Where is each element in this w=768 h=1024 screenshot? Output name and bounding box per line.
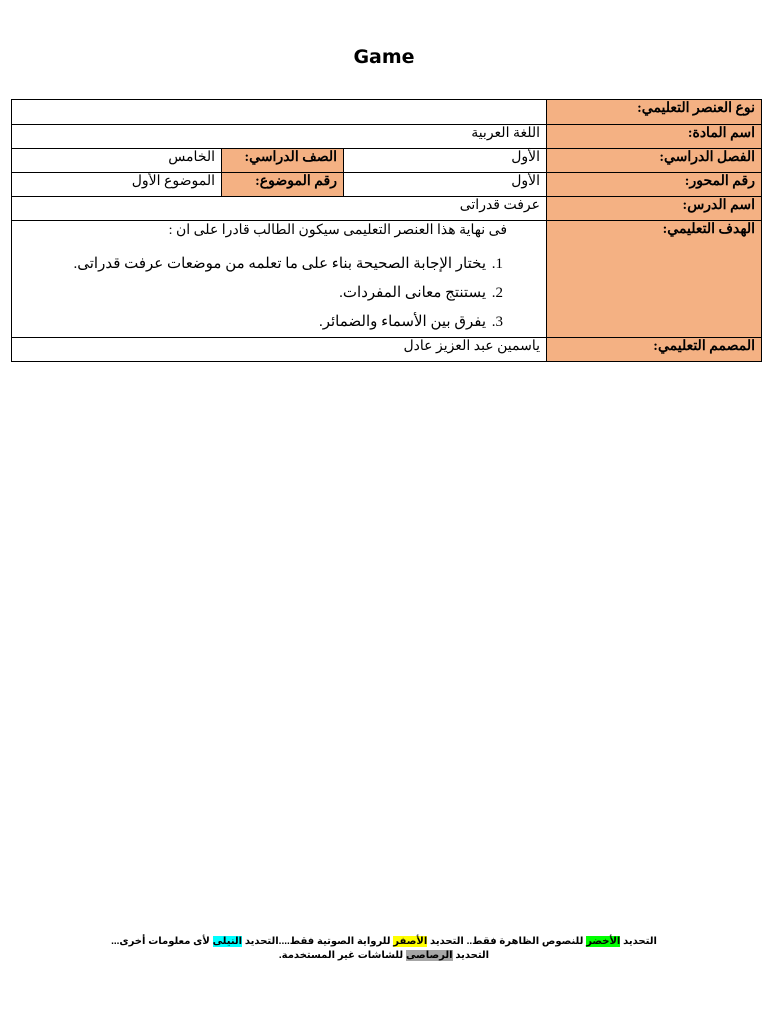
element-type-value xyxy=(12,100,547,125)
gray-highlight: الرصاصى xyxy=(405,950,453,961)
list-item: 3. يفرق بين الأسماء والضمائر. xyxy=(18,308,488,337)
semester-value: الأول xyxy=(344,149,547,173)
subject-label: اسم المادة: xyxy=(547,125,762,149)
highlight-legend xyxy=(0,935,768,963)
table-row xyxy=(12,197,762,221)
topic-label: رقم الموضوع: xyxy=(222,173,344,197)
list-item: 1. يختار الإجابة الصحيحة بناء على ما تعلمه من موضعات عرفت قدراتى. xyxy=(18,250,488,279)
legend-text: للشاشات غير المستخدمة. xyxy=(278,950,406,961)
legend-text: التحديد xyxy=(452,950,490,961)
grade-value: الخامس xyxy=(12,149,222,173)
table-row xyxy=(12,173,762,197)
legend-text: للرواية الصوتية فقط....التحديد xyxy=(242,936,394,947)
designer-value: ياسمين عبد العزيز عادل xyxy=(12,338,547,362)
goal-cell xyxy=(12,221,547,338)
table-row xyxy=(12,149,762,173)
legend-line-2 xyxy=(0,949,768,963)
green-highlight: الأخضر xyxy=(586,936,621,947)
cyan-highlight: النيلى xyxy=(212,936,243,947)
goal-label: الهدف التعليمي: xyxy=(547,221,762,338)
lesson-value: عرفت قدراتى xyxy=(12,197,547,221)
lesson-info-table xyxy=(11,99,762,362)
lesson-label: اسم الدرس: xyxy=(547,197,762,221)
table-row xyxy=(12,338,762,362)
unit-value: الأول xyxy=(344,173,547,197)
legend-text: التحديد xyxy=(620,936,657,947)
yellow-highlight: الأصفر xyxy=(393,936,428,947)
list-item: 2. يستنتج معانى المفردات. xyxy=(18,279,488,308)
element-type-label: نوع العنصر التعليمي: xyxy=(547,100,762,125)
unit-label: رقم المحور: xyxy=(547,173,762,197)
goal-intro: فى نهاية هذا العنصر التعليمى سيكون الطالب قادرا على ان : xyxy=(168,223,508,238)
table-row xyxy=(12,100,762,125)
legend-line-1 xyxy=(0,935,768,949)
subject-value: اللغة العربية xyxy=(12,125,547,149)
legend-text: لأى معلومات أخرى... xyxy=(111,936,213,947)
legend-text: للنصوص الظاهرة فقط.. التحديد xyxy=(427,936,587,947)
topic-value: الموضوع الأول xyxy=(12,173,222,197)
designer-label: المصمم التعليمي: xyxy=(547,338,762,362)
goals-list xyxy=(18,250,540,337)
table-row xyxy=(12,221,762,338)
table-row xyxy=(12,125,762,149)
grade-label: الصف الدراسي: xyxy=(222,149,344,173)
page-title: Game xyxy=(353,46,415,68)
semester-label: الفصل الدراسي: xyxy=(547,149,762,173)
